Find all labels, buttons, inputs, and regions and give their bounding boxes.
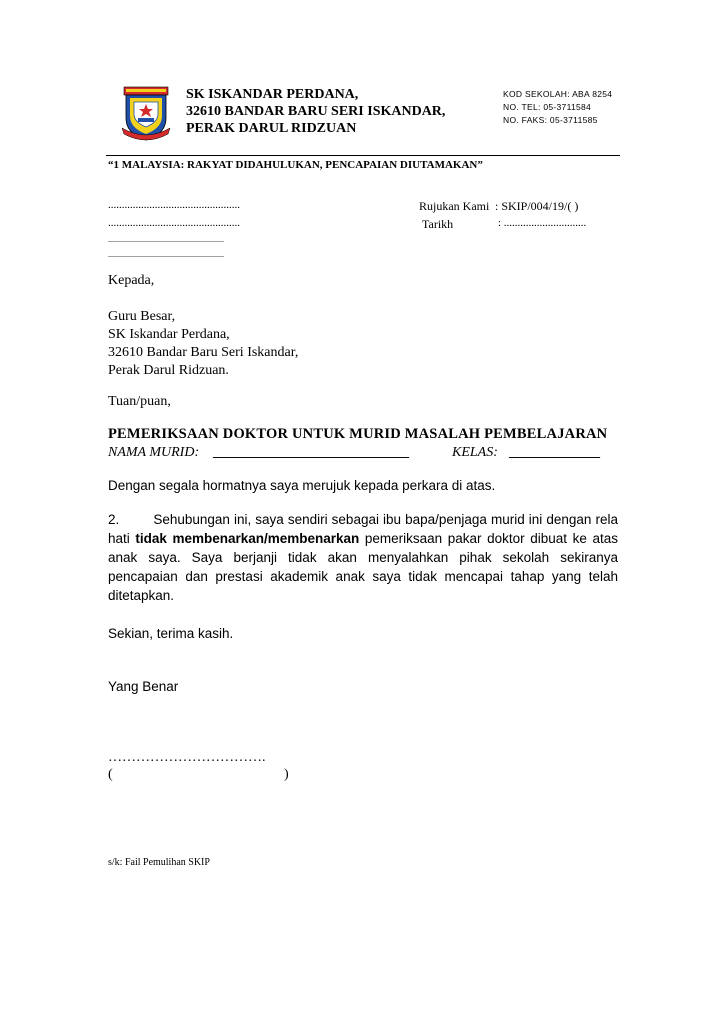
sender-line: .......................................................... — [108, 250, 224, 259]
school-code: KOD SEKOLAH: ABA 8254 — [503, 89, 613, 99]
recipient-line: Guru Besar, — [108, 309, 176, 324]
date-label: Tarikh — [422, 217, 454, 231]
header-divider — [106, 155, 620, 156]
reference-value: : SKIP/004/19/( ) — [495, 199, 579, 213]
paragraph-text: pemeriksaan pakar doktor dibuat ke atas anak saya. Saya berjanji tidak akan menyalahkan pihak sekolah sekiranya pencapaian dan prestasi akademik anak saya tidak mencapai tahap yang telah ditetapkan. — [108, 531, 618, 603]
recipient-line: SK Iskandar Perdana, — [108, 327, 230, 342]
class-label: KELAS: — [452, 445, 498, 460]
paragraph-number: 2. — [108, 512, 120, 527]
reference-label: Rujukan Kami — [419, 199, 490, 213]
copy-to-note: s/k: Fail Pemulihan SKIP — [108, 857, 210, 868]
motto: “1 MALAYSIA: RAKYAT DIDAHULUKAN, PENCAPAIAN DIUTAMAKAN” — [108, 159, 483, 171]
main-paragraph — [108, 510, 618, 605]
name-bracket-close: ) — [284, 767, 289, 782]
student-name-blank: ____________________________ — [213, 445, 409, 460]
salutation: Tuan/puan, — [108, 394, 171, 409]
subject-title: PEMERIKSAAN DOKTOR UNTUK MURID MASALAH PEMBELAJARAN — [108, 426, 608, 442]
school-phone: NO. TEL: 05-3711584 — [503, 102, 592, 112]
sender-line: ................................................ — [108, 199, 240, 211]
closing-thanks: Sekian, terima kasih. — [108, 626, 234, 641]
student-name-label: NAMA MURID: — [108, 445, 200, 460]
school-address-line1: 32610 BANDAR BARU SERI ISKANDAR, — [186, 104, 446, 119]
school-fax: NO. FAKS: 05-3711585 — [503, 115, 598, 125]
kepada: Kepada, — [108, 273, 155, 288]
recipient-line: Perak Darul Ridzuan. — [108, 363, 229, 378]
date-value: : .............................. — [498, 217, 587, 229]
closing-yang-benar: Yang Benar — [108, 679, 179, 694]
paragraph-text: Sehubungan ini, saya sendiri sebagai ibu bapa/penjaga murid ini dengan rela hati — [108, 512, 618, 546]
school-name: SK ISKANDAR PERDANA, — [186, 87, 359, 102]
intro-paragraph: Dengan segala hormatnya saya merujuk kepada perkara di atas. — [108, 478, 496, 493]
school-address-line2: PERAK DARUL RIDZUAN — [186, 121, 357, 136]
signature-line: ……………………………. — [108, 750, 266, 765]
recipient-line: 32610 Bandar Baru Seri Iskandar, — [108, 345, 299, 360]
sender-line: ................................................ — [108, 217, 240, 229]
school-crest-logo — [120, 84, 172, 142]
paragraph-emphasis: tidak membenarkan/membenarkan — [135, 531, 360, 546]
name-bracket-open: ( — [108, 767, 113, 782]
class-blank: _____________ — [509, 445, 600, 460]
sender-line: .......................................................... — [108, 235, 224, 244]
